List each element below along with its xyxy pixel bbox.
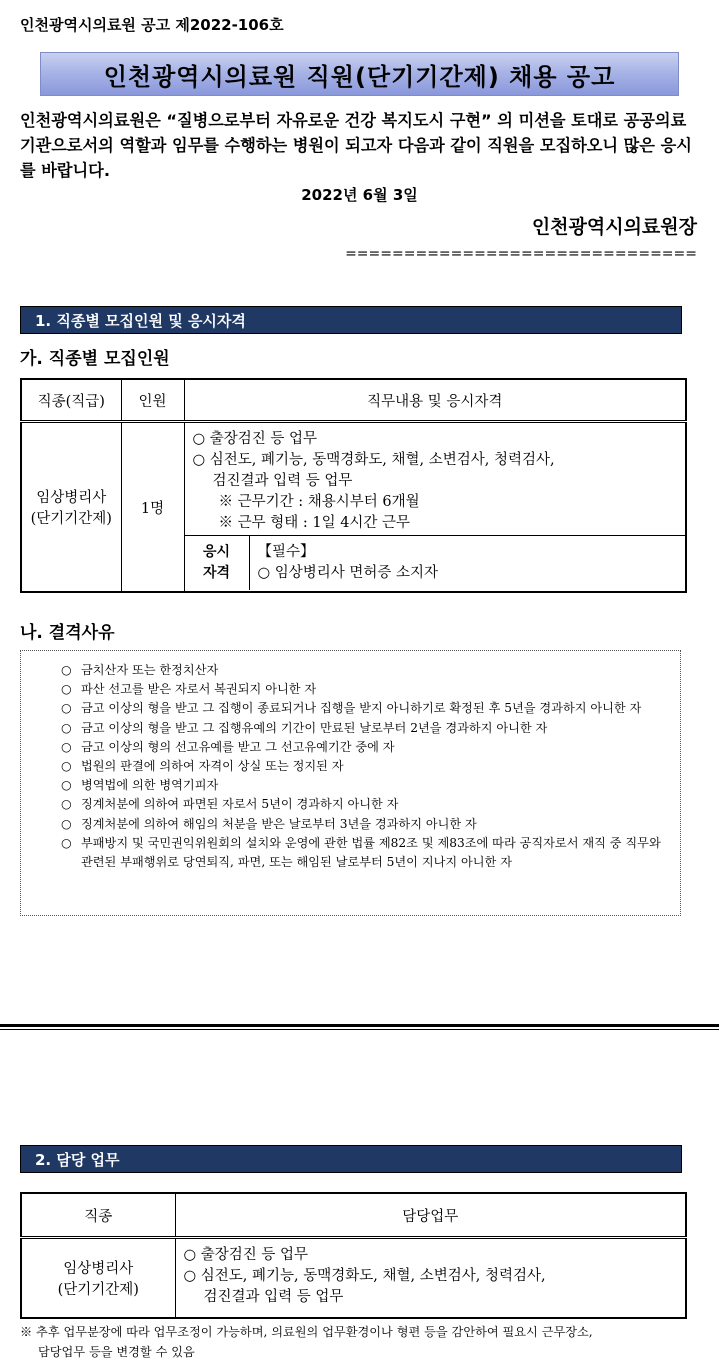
list-item-text: 병역법에 의한 병역기피자 (81, 778, 219, 793)
duty-line: ※ 근무 형태 : 1일 4시간 근무 (218, 515, 411, 531)
list-item-text: 징계처분에 의하여 해임의 처분을 받은 날로부터 3년을 경과하지 아니한 자 (81, 816, 477, 831)
job-type: (단기기간제) (57, 1282, 139, 1298)
job-cell (21, 1238, 175, 1319)
list-item (61, 834, 666, 872)
duties-cell (175, 1238, 686, 1319)
bullet-icon: ○ (61, 682, 72, 697)
list-item (61, 738, 666, 757)
list-item-text: 금고 이상의 형을 받고 그 집행유예의 기간이 만료된 날로부터 2년을 경과하지 아니한 자 (81, 720, 548, 735)
list-item (61, 680, 666, 699)
bullet-icon: ○ (61, 739, 72, 754)
job-type: (단기기간제) (30, 511, 112, 527)
list-item-text: 부패방지 및 국민권익위원회의 설치와 운영에 관한 법률 제82조 및 제83조에 따라 공직자로서 재직 중 직무와 관련된 부패행위로 당연퇴직, 파면, 또는 해임된 날로부터 5년이 지나지 아니한 자 (81, 835, 661, 870)
recruitment-table (20, 378, 687, 593)
header-job: 직종(직급) (21, 379, 121, 422)
page-divider-thin (0, 1029, 719, 1030)
bullet-icon: ○ (61, 663, 72, 677)
footnote (20, 1322, 710, 1362)
page-title: 인천광역시의료원 직원(단기기간제) 채용 공고 (40, 52, 679, 96)
duty-line: 검진결과 입력 등 업무 (203, 1289, 344, 1305)
qualification-label-2: 자격 (202, 565, 231, 581)
list-item (61, 661, 666, 680)
bullet-icon: ○ (61, 759, 72, 774)
duties-table (20, 1192, 687, 1319)
header-duties: 담당업무 (175, 1193, 686, 1238)
qualification-row (185, 535, 686, 590)
bullet-icon: ○ (61, 701, 72, 716)
list-item-text: 금고 이상의 형을 받고 그 집행이 종료되거나 집행을 받지 아니하기로 확정된 후 5년을 경과하지 아니한 자 (81, 701, 642, 716)
table-header-row (21, 379, 686, 422)
list-item (61, 795, 666, 814)
list-item-text: 금치산자 또는 한정치산자 (81, 663, 219, 677)
list-item (61, 757, 666, 776)
duty-line: ○ 출장검진 등 업무 (183, 1247, 309, 1263)
duty-line: ○ 심전도, 폐기능, 동맥경화도, 채혈, 소변검사, 청력검사, (183, 1268, 546, 1284)
list-item (61, 776, 666, 795)
job-title: 임상병리사 (63, 1261, 134, 1277)
qualification-item: ○ 임상병리사 면허증 소지자 (257, 565, 439, 581)
duty-line: ※ 근무기간 : 채용시부터 6개월 (218, 494, 420, 510)
intro-paragraph: 인천광역시의료원은 “질병으로부터 자유로운 건강 복지도시 구현” 의 미션을 토대로 공공의료기관으로서의 역할과 임무를 수행하는 병원이 되고자 다음과 같이 직원을 모집하오니 많은 응시를 바랍니다. (20, 111, 692, 180)
count-cell: 1명 (121, 422, 184, 593)
header-job: 직종 (21, 1193, 175, 1238)
list-item-text: 파산 선고를 받은 자로서 복권되지 아니한 자 (81, 682, 317, 697)
duty-line: ○ 심전도, 폐기능, 동맥경화도, 채혈, 소변검사, 청력검사, (192, 452, 555, 468)
disqualification-list (20, 650, 681, 916)
list-item (61, 815, 666, 834)
notice-number: 인천광역시의료원 공고 제2022-106호 (20, 16, 284, 34)
list-item-text: 금고 이상의 형의 선고유예를 받고 그 선고유예기간 중에 자 (81, 739, 395, 754)
subsection-a-title: 가. 직종별 모집인원 (20, 349, 170, 369)
issuer-name: 인천광역시의료원장 (531, 216, 697, 238)
header-duties: 직무내용 및 응시자격 (184, 379, 686, 422)
separator-line: ============================== (345, 246, 697, 262)
section2-title: 2. 담당 업무 (20, 1145, 682, 1173)
table-header-row (21, 1193, 686, 1238)
qualification-label-1: 응시 (202, 544, 231, 560)
footnote-line: 담당업무 등을 변경할 수 있음 (38, 1345, 195, 1359)
bullet-icon: ○ (61, 816, 72, 831)
list-item-text: 징계처분에 의하여 파면된 자로서 5년이 경과하지 아니한 자 (81, 797, 399, 812)
duties-cell (184, 422, 686, 593)
list-item-text: 법원의 판결에 의하여 자격이 상실 또는 정지된 자 (81, 759, 344, 774)
list-item (61, 719, 666, 738)
section1-title: 1. 직종별 모집인원 및 응시자격 (20, 306, 682, 334)
subsection-b-title: 나. 결격사유 (20, 623, 115, 643)
bullet-icon: ○ (61, 778, 72, 793)
bullet-icon: ○ (61, 797, 72, 812)
bullet-icon: ○ (61, 835, 72, 850)
list-item (61, 699, 666, 718)
page-divider (0, 1024, 719, 1027)
duty-line: 검진결과 입력 등 업무 (212, 473, 353, 489)
job-title: 임상병리사 (36, 490, 107, 506)
header-count: 인원 (121, 379, 184, 422)
bullet-icon: ○ (61, 720, 72, 735)
qualification-label (185, 536, 250, 590)
duty-line: ○ 출장검진 등 업무 (192, 431, 318, 447)
footnote-line: ※ 추후 업무분장에 따라 업무조정이 가능하며, 의료원의 업무환경이나 형편 등을 감안하여 필요시 근무장소, (20, 1325, 593, 1339)
qualification-body (250, 536, 447, 590)
table-row (21, 422, 686, 593)
qualification-required: 【필수】 (257, 544, 315, 560)
notice-date: 2022년 6월 3일 (301, 186, 418, 204)
job-cell (21, 422, 121, 593)
table-row (21, 1238, 686, 1319)
